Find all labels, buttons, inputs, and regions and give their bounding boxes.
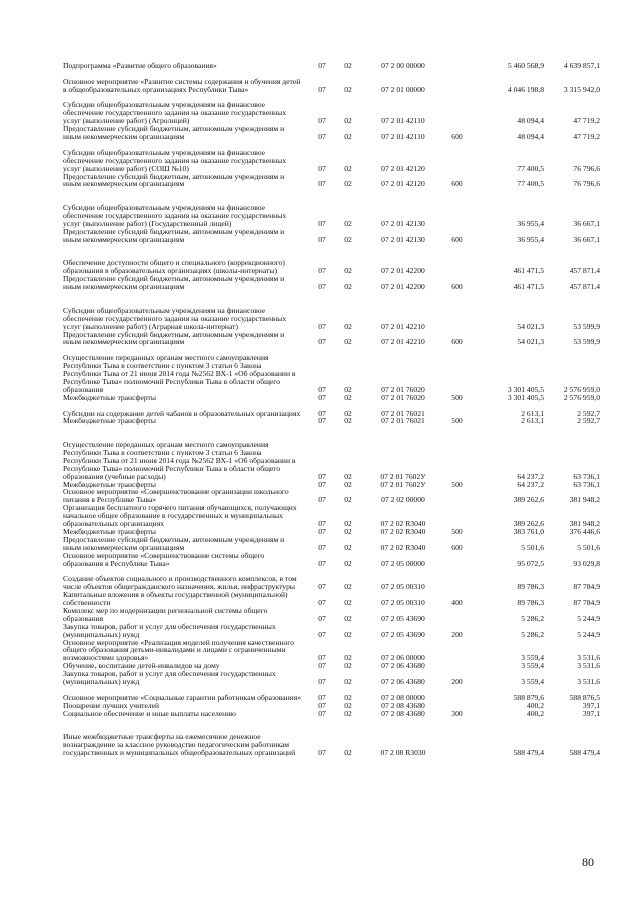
target-article-code: 07 2 08 43680 xyxy=(381,700,425,710)
section-code: 07 xyxy=(318,132,326,142)
amount-year-2: 76 796,6 xyxy=(573,179,600,189)
target-article-code: 07 2 02 R3040 xyxy=(380,542,426,552)
row-description: Комплекс мер по модернизации региональной системы общего образования xyxy=(63,605,268,623)
table-row xyxy=(0,394,639,402)
amount-year-1: 588 479,4 xyxy=(513,748,544,758)
expense-type-code: 500 xyxy=(451,416,463,426)
row-description: Предоставление субсидий бюджетным, автономным учреждениям и иным некоммерческим организациям xyxy=(63,124,285,142)
target-article-code: 07 2 01 42110 xyxy=(381,116,425,126)
table-row xyxy=(0,346,639,393)
subsection-code: 02 xyxy=(344,471,352,481)
section-code: 07 xyxy=(318,495,326,505)
table-row xyxy=(0,417,639,425)
section-code: 07 xyxy=(318,84,326,94)
table-row xyxy=(0,70,639,94)
target-article-code: 07 2 01 42110 xyxy=(381,132,425,142)
section-code: 07 xyxy=(318,266,326,276)
subsection-code: 02 xyxy=(344,526,352,536)
amount-year-1: 400,2 xyxy=(526,708,544,718)
amount-year-2: 376 446,6 xyxy=(569,526,600,536)
section-code: 07 xyxy=(318,677,326,687)
amount-year-2: 3 531,6 xyxy=(577,653,600,663)
target-article-code: 07 2 01 42210 xyxy=(381,321,425,331)
amount-year-1: 5 501,6 xyxy=(521,542,544,552)
target-article-code: 07 2 05 00310 xyxy=(381,582,425,592)
amount-year-2: 3 531,6 xyxy=(577,661,600,671)
subsection-code: 02 xyxy=(344,392,352,402)
expense-type-code: 600 xyxy=(451,542,463,552)
amount-year-2: 87 784,9 xyxy=(573,582,600,592)
section-code: 07 xyxy=(318,60,326,70)
target-article-code: 07 2 01 42210 xyxy=(381,337,425,347)
amount-year-1: 54 021,3 xyxy=(517,337,544,347)
amount-year-1: 3 559,4 xyxy=(521,677,544,687)
table-row xyxy=(0,275,639,291)
row-description: Предоставление субсидий бюджетным, автономным учреждениям и иным некоммерческим организациям xyxy=(63,226,285,244)
amount-year-2: 53 599,9 xyxy=(573,321,600,331)
table-row xyxy=(0,536,639,552)
amount-year-2: 381 948,2 xyxy=(569,495,600,505)
subsection-code: 02 xyxy=(344,218,352,228)
subsection-code: 02 xyxy=(344,598,352,608)
table-row xyxy=(0,244,639,276)
target-article-code: 07 2 01 76020 xyxy=(381,384,425,394)
section-code: 07 xyxy=(318,598,326,608)
row-description: Субсидии общеобразовательным учреждениям на финансовое обеспечение государственного задания на оказание государственных услуг (выполнение работ) (СОШ №10) xyxy=(63,147,287,173)
target-article-code: 07 2 06 43680 xyxy=(381,677,425,687)
row-description: Межбюджетные трансферты xyxy=(63,479,156,489)
row-description: Основное мероприятие «Совершенствование организации школьного питания в Республике Тыва» xyxy=(63,487,289,505)
section-code: 07 xyxy=(318,218,326,228)
amount-year-2: 3 315 942,0 xyxy=(563,84,600,94)
subsection-code: 02 xyxy=(344,234,352,244)
section-code: 07 xyxy=(318,558,326,568)
amount-year-2: 4 639 857,1 xyxy=(563,60,600,70)
table-row xyxy=(0,62,639,70)
target-article-code: 07 2 01 7602У xyxy=(380,471,426,481)
amount-year-2: 5 501,6 xyxy=(577,542,600,552)
subsection-code: 02 xyxy=(344,629,352,639)
row-description: Основное мероприятие «Реализация моделей получения качественного общего образования детьми-инвалидами и лицами с ограниченными возможностями здоровья» xyxy=(63,637,294,663)
row-description: Основное мероприятие «Развитие системы содержания и обучения детей в общеобразовательных организациях Республики Тыва» xyxy=(63,76,301,94)
amount-year-1: 389 262,6 xyxy=(513,495,544,505)
target-article-code: 07 2 05 00000 xyxy=(381,558,425,568)
row-description: Обучение, воспитание детей-инвалидов на дому xyxy=(63,661,220,671)
table-row xyxy=(0,188,639,228)
target-article-code: 07 2 01 76021 xyxy=(381,408,425,418)
target-article-code: 07 2 01 76020 xyxy=(381,392,425,402)
subsection-code: 02 xyxy=(344,582,352,592)
row-description: Иные межбюджетные трансферты на ежемесячное денежное вознаграждение за классное руководство педагогическим работникам государственных и муниципальных общеобразовательных организаций xyxy=(63,732,296,758)
table-row xyxy=(0,425,639,480)
target-article-code: 07 2 02 R3040 xyxy=(380,519,426,529)
subsection-code: 02 xyxy=(344,479,352,489)
row-description: Создание объектов социального и производственного комплексов, в том числе объектов общегражданского назначения, жилья, инфраструктуры xyxy=(63,574,297,592)
section-code: 07 xyxy=(318,116,326,126)
row-description: Предоставление субсидий бюджетным, автономным учреждениям и иным некоммерческим организациям xyxy=(63,274,285,292)
amount-year-1: 389 262,6 xyxy=(513,519,544,529)
subsection-code: 02 xyxy=(344,700,352,710)
subsection-code: 02 xyxy=(344,408,352,418)
section-code: 07 xyxy=(318,629,326,639)
subsection-code: 02 xyxy=(344,542,352,552)
amount-year-1: 3 559,4 xyxy=(521,653,544,663)
amount-year-2: 53 599,9 xyxy=(573,337,600,347)
target-article-code: 07 2 01 42200 xyxy=(381,282,425,292)
expense-type-code: 200 xyxy=(451,677,463,687)
amount-year-1: 36 955,4 xyxy=(517,218,544,228)
amount-year-1: 89 786,3 xyxy=(517,582,544,592)
table-row xyxy=(0,670,639,686)
amount-year-1: 461 471,5 xyxy=(513,282,544,292)
section-code: 07 xyxy=(318,392,326,402)
amount-year-1: 2 613,1 xyxy=(521,408,544,418)
target-article-code: 07 2 06 43680 xyxy=(381,661,425,671)
table-row xyxy=(0,607,639,623)
amount-year-1: 588 879,6 xyxy=(513,692,544,702)
amount-year-1: 77 400,5 xyxy=(517,179,544,189)
subsection-code: 02 xyxy=(344,116,352,126)
row-description: Межбюджетные трансферты xyxy=(63,392,156,402)
row-description: Предоставление субсидий бюджетным, автономным учреждениям и иным некоммерческим организациям xyxy=(63,171,285,189)
section-code: 07 xyxy=(318,321,326,331)
expense-type-code: 600 xyxy=(451,132,463,142)
amount-year-2: 457 871,4 xyxy=(569,266,600,276)
subsection-code: 02 xyxy=(344,337,352,347)
target-article-code: 07 2 01 76021 xyxy=(381,416,425,426)
amount-year-1: 95 072,5 xyxy=(517,558,544,568)
row-description: Подпрограмма «Развитие общего образования» xyxy=(63,60,217,70)
expense-type-code: 400 xyxy=(451,598,463,608)
row-description: Субсидии общеобразовательным учреждениям на финансовое обеспечение государственного задания на оказание государственных услуг (выполнение работ) (Аграрная школа-интернат) xyxy=(63,305,287,331)
amount-year-2: 2 592,7 xyxy=(577,408,600,418)
amount-year-1: 3 301 405,5 xyxy=(507,392,544,402)
expense-type-code: 600 xyxy=(451,234,463,244)
target-article-code: 07 2 02 00000 xyxy=(381,495,425,505)
amount-year-2: 76 796,6 xyxy=(573,163,600,173)
section-code: 07 xyxy=(318,700,326,710)
table-row xyxy=(0,489,639,505)
subsection-code: 02 xyxy=(344,84,352,94)
target-article-code: 07 2 06 00000 xyxy=(381,653,425,663)
section-code: 07 xyxy=(318,526,326,536)
amount-year-1: 64 237,2 xyxy=(517,471,544,481)
target-article-code: 07 2 01 00000 xyxy=(381,84,425,94)
amount-year-1: 461 471,5 xyxy=(513,266,544,276)
expense-type-code: 600 xyxy=(451,282,463,292)
amount-year-2: 63 736,1 xyxy=(573,471,600,481)
amount-year-2: 5 244,9 xyxy=(577,629,600,639)
target-article-code: 07 2 01 42130 xyxy=(381,234,425,244)
budget-table xyxy=(0,62,639,757)
expense-type-code: 500 xyxy=(451,392,463,402)
subsection-code: 02 xyxy=(344,748,352,758)
target-article-code: 07 2 08 43680 xyxy=(381,708,425,718)
table-row xyxy=(0,402,639,418)
row-description: Закупка товаров, работ и услуг для обеспечения государственных (муниципальных) нужд xyxy=(63,669,276,687)
section-code: 07 xyxy=(318,613,326,623)
subsection-code: 02 xyxy=(344,661,352,671)
target-article-code: 07 2 02 R3040 xyxy=(380,526,426,536)
subsection-code: 02 xyxy=(344,163,352,173)
amount-year-1: 89 786,3 xyxy=(517,598,544,608)
target-article-code: 07 2 01 42200 xyxy=(381,266,425,276)
subsection-code: 02 xyxy=(344,266,352,276)
subsection-code: 02 xyxy=(344,282,352,292)
amount-year-1: 3 301 405,5 xyxy=(507,384,544,394)
amount-year-2: 63 736,1 xyxy=(573,479,600,489)
subsection-code: 02 xyxy=(344,384,352,394)
section-code: 07 xyxy=(318,653,326,663)
row-description: Капитальные вложения в объекты государственной (муниципальной) собственности xyxy=(63,590,288,608)
table-row xyxy=(0,331,639,347)
target-article-code: 07 2 01 7602У xyxy=(380,479,426,489)
table-row xyxy=(0,504,639,528)
row-description: Основное мероприятие «Социальные гарантии работникам образования» xyxy=(63,692,302,702)
amount-year-2: 5 244,9 xyxy=(577,613,600,623)
amount-year-2: 381 948,2 xyxy=(569,519,600,529)
amount-year-2: 2 592,7 xyxy=(577,416,600,426)
row-description: Предоставление субсидий бюджетным, автономным учреждениям и иным некоммерческим организациям xyxy=(63,534,285,552)
row-description: Поощрение лучших учителей xyxy=(63,700,160,710)
table-row xyxy=(0,228,639,244)
amount-year-2: 397,1 xyxy=(582,700,600,710)
section-code: 07 xyxy=(318,748,326,758)
section-code: 07 xyxy=(318,519,326,529)
table-row xyxy=(0,141,639,173)
row-description: Осуществление переданных органам местного самоуправления Республики Тыва в соответствии с пунктом 3 статьи 6 Закона Республики Тыва от 21 июня 2014 года №2562 ВХ-1 «Об образовании в Республике Тыва» полномочий Республики Тыва в области общего образования xyxy=(63,353,296,394)
amount-year-1: 400,2 xyxy=(526,700,544,710)
row-description: Социальное обеспечение и иные выплаты населению xyxy=(63,708,236,718)
subsection-code: 02 xyxy=(344,708,352,718)
amount-year-2: 47 719,2 xyxy=(573,132,600,142)
row-description: Межбюджетные трансферты xyxy=(63,416,156,426)
row-description: Межбюджетные трансферты xyxy=(63,526,156,536)
subsection-code: 02 xyxy=(344,519,352,529)
page-number: 80 xyxy=(582,855,594,869)
amount-year-2: 36 667,1 xyxy=(573,218,600,228)
section-code: 07 xyxy=(318,282,326,292)
amount-year-1: 5 460 568,9 xyxy=(507,60,544,70)
subsection-code: 02 xyxy=(344,558,352,568)
target-article-code: 07 2 08 R3030 xyxy=(380,748,426,758)
target-article-code: 07 2 05 43690 xyxy=(381,613,425,623)
section-code: 07 xyxy=(318,179,326,189)
subsection-code: 02 xyxy=(344,179,352,189)
amount-year-1: 3 559,4 xyxy=(521,661,544,671)
expense-type-code: 600 xyxy=(451,337,463,347)
amount-year-1: 383 761,0 xyxy=(513,526,544,536)
row-description: Обеспечение доступности общего и специального (коррекционного) образования в образовательных организациях (школы-интернаты) xyxy=(63,258,285,276)
amount-year-1: 4 046 198,8 xyxy=(507,84,544,94)
table-row xyxy=(0,94,639,126)
row-description: Осуществление переданных органам местного самоуправления Республики Тыва в соответствии с пунктом 3 статьи 6 Закона Республики Тыва от 21 июня 2014 года №2562 ВХ-1 «Об образовании в Республике Тыва» полномочий Республики Тыва в области общего образования (учебные расходы) xyxy=(63,440,296,481)
section-code: 07 xyxy=(318,471,326,481)
expense-type-code: 500 xyxy=(451,479,463,489)
amount-year-2: 87 784,9 xyxy=(573,598,600,608)
subsection-code: 02 xyxy=(344,613,352,623)
amount-year-1: 54 021,3 xyxy=(517,321,544,331)
row-description: Закупка товаров, работ и услуг для обеспечения государственных (муниципальных) нужд xyxy=(63,621,276,639)
subsection-code: 02 xyxy=(344,692,352,702)
section-code: 07 xyxy=(318,542,326,552)
section-code: 07 xyxy=(318,384,326,394)
row-description: Субсидии на содержание детей чабанов в образовательных организациях xyxy=(63,408,301,418)
amount-year-2: 3 531,6 xyxy=(577,677,600,687)
table-row xyxy=(0,173,639,189)
amount-year-1: 36 955,4 xyxy=(517,234,544,244)
section-code: 07 xyxy=(318,408,326,418)
amount-year-1: 48 094,4 xyxy=(517,116,544,126)
section-code: 07 xyxy=(318,582,326,592)
amount-year-2: 93 029,8 xyxy=(573,558,600,568)
table-row xyxy=(0,718,639,758)
section-code: 07 xyxy=(318,337,326,347)
amount-year-2: 457 871,4 xyxy=(569,282,600,292)
row-description: Субсидии общеобразовательным учреждениям на финансовое обеспечение государственного задания на оказание государственных услуг (выполнение работ) (Агролицей) xyxy=(63,100,287,126)
section-code: 07 xyxy=(318,234,326,244)
table-row xyxy=(0,710,639,718)
amount-year-2: 397,1 xyxy=(582,708,600,718)
section-code: 07 xyxy=(318,479,326,489)
section-code: 07 xyxy=(318,661,326,671)
row-description: Субсидии общеобразовательным учреждениям на финансовое обеспечение государственного задания на оказание государственных услуг (выполнение работ) (Государственный лицей) xyxy=(63,203,287,228)
expense-type-code: 500 xyxy=(451,526,463,536)
target-article-code: 07 2 00 00000 xyxy=(381,60,425,70)
amount-year-1: 77 400,5 xyxy=(517,163,544,173)
amount-year-2: 47 719,2 xyxy=(573,116,600,126)
subsection-code: 02 xyxy=(344,60,352,70)
table-row xyxy=(0,125,639,141)
row-description: Предоставление субсидий бюджетным, автономным учреждениям и иным некоммерческим организациям xyxy=(63,329,285,347)
target-article-code: 07 2 01 42130 xyxy=(381,218,425,228)
table-row xyxy=(0,623,639,639)
subsection-code: 02 xyxy=(344,321,352,331)
section-code: 07 xyxy=(318,708,326,718)
table-row xyxy=(0,552,639,568)
amount-year-2: 588 479,4 xyxy=(569,748,600,758)
section-code: 07 xyxy=(318,692,326,702)
amount-year-2: 588 876,5 xyxy=(569,692,600,702)
target-article-code: 07 2 05 00310 xyxy=(381,598,425,608)
target-article-code: 07 2 08 00000 xyxy=(381,692,425,702)
amount-year-1: 5 286,2 xyxy=(521,613,544,623)
amount-year-1: 5 286,2 xyxy=(521,629,544,639)
amount-year-2: 36 667,1 xyxy=(573,234,600,244)
table-row xyxy=(0,639,639,663)
table-row xyxy=(0,591,639,607)
table-row xyxy=(0,686,639,702)
row-description: Основное мероприятие «Совершенствование системы общего образования в Республике Тыва» xyxy=(63,550,265,568)
subsection-code: 02 xyxy=(344,677,352,687)
expense-type-code: 300 xyxy=(451,708,463,718)
target-article-code: 07 2 01 42120 xyxy=(381,179,425,189)
section-code: 07 xyxy=(318,416,326,426)
expense-type-code: 200 xyxy=(451,629,463,639)
subsection-code: 02 xyxy=(344,495,352,505)
expense-type-code: 600 xyxy=(451,179,463,189)
subsection-code: 02 xyxy=(344,416,352,426)
target-article-code: 07 2 01 42120 xyxy=(381,163,425,173)
subsection-code: 02 xyxy=(344,132,352,142)
section-code: 07 xyxy=(318,163,326,173)
table-row xyxy=(0,567,639,591)
amount-year-1: 64 237,2 xyxy=(517,479,544,489)
amount-year-2: 2 576 959,0 xyxy=(563,392,600,402)
row-description: Организация бесплатного горячего питания обучающихся, получающих начальное общее образование в государственных и муниципальных образовательных организациях xyxy=(63,503,297,529)
subsection-code: 02 xyxy=(344,653,352,663)
amount-year-1: 48 094,4 xyxy=(517,132,544,142)
target-article-code: 07 2 05 43690 xyxy=(381,629,425,639)
amount-year-2: 2 576 959,0 xyxy=(563,384,600,394)
table-row xyxy=(0,291,639,331)
amount-year-1: 2 613,1 xyxy=(521,416,544,426)
